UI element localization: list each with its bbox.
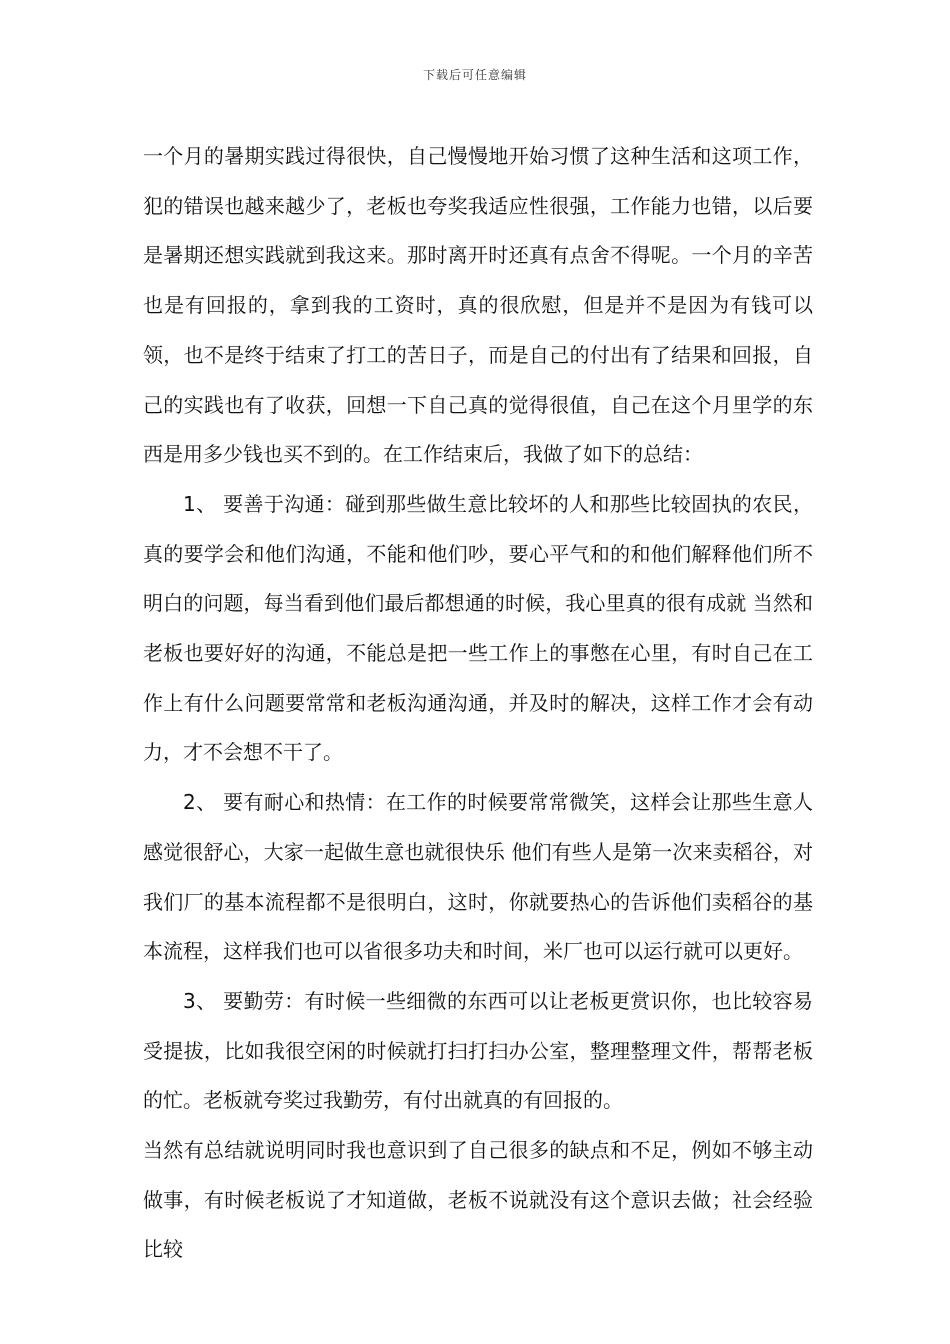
paragraph-point-3: 3、 要勤劳：有时候一些细微的东西可以让老板更赏识你，也比较容易受提拔，比如我很空闲的时候就打扫打扫办公室，整理整理文件，帮帮老板的忙。老板就夸奖过我勤劳，有付出就真的有回报的。 — [143, 988, 813, 1113]
paragraph-conclusion: 当然有总结就说明同时我也意识到了自己很多的缺点和不足，例如不够主动做事，有时候老板说了才知道做，老板不说就没有这个意识去做；社会经验比较 — [143, 1138, 813, 1262]
document-body — [143, 132, 813, 1275]
paragraph-intro: 一个月的暑期实践过得很快，自己慢慢地开始习惯了这种生活和这项工作，犯的错误也越来越少了，老板也夸奖我适应性很强，工作能力也错，以后要是暑期还想实践就到我这来。那时离开时还真有点舍不得呢。一个月的辛苦也是有回报的，拿到我的工资时，真的很欣慰，但是并不是因为有钱可以领，也不是终于结束了打工的苦日子，而是自己的付出有了结果和回报，自己的实践也有了收获，回想一下自己真的觉得很值，自己在这个月里学的东西是用多少钱也买不到的。在工作结束后，我做了如下的总结： — [143, 144, 813, 467]
page-header: 下载后可任意编辑 — [422, 68, 527, 82]
paragraph-point-2: 2、 要有耐心和热情：在工作的时候要常常微笑，这样会让那些生意人感觉很舒心，大家一起做生意也就很快乐 他们有些人是第一次来卖稻谷，对我们厂的基本流程都不是很明白，这时，你就要热心的告诉他们卖稻谷的基本流程，这样我们也可以省很多功夫和时间，米厂也可以运行就可以更好。 — [143, 790, 813, 964]
paragraph-point-1: 1、 要善于沟通：碰到那些做生意比较坏的人和那些比较固执的农民，真的要学会和他们沟通，不能和他们吵，要心平气和的和他们解释他们所不明白的问题，每当看到他们最后都想通的时候，我心里真的很有成就 当然和老板也要好好的沟通，不能总是把一些工作上的事憋在心里，有时自己在工作上有什么问题要常常和老板沟通沟通，并及时的解决，这样工作才会有动力，才不会想不干了。 — [143, 491, 813, 765]
